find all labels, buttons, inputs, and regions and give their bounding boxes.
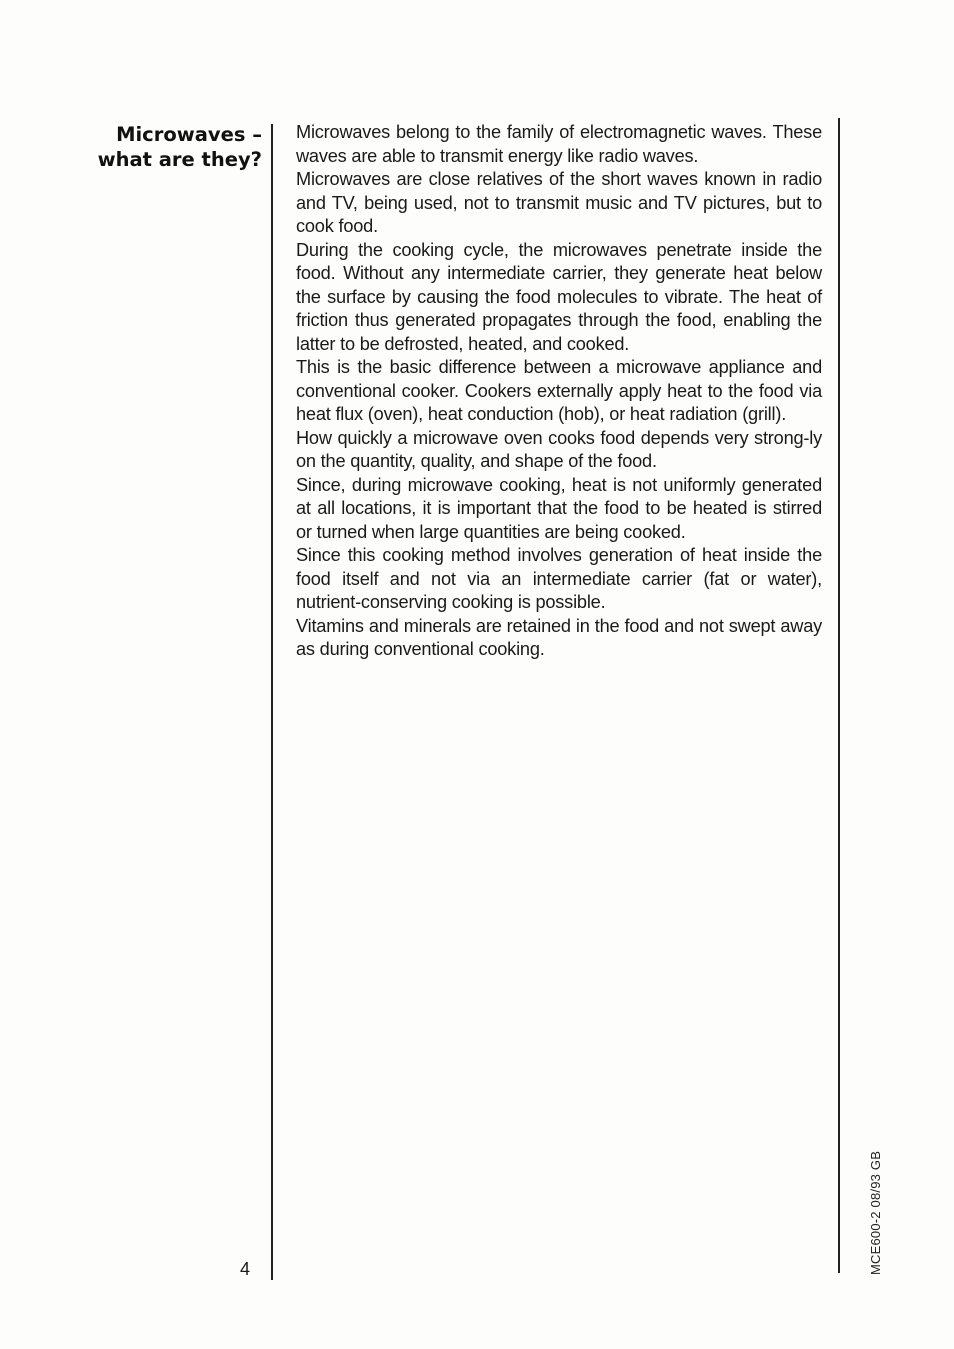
paragraph-5: How quickly a microwave oven cooks food depends very strong-ly on the quantity, quality, and shape of the food. — [296, 427, 822, 471]
paragraph-1: Microwaves belong to the family of electromagnetic waves. These waves are able to transmit energy like radio waves. — [296, 122, 822, 166]
page-number: 4 — [240, 1259, 251, 1279]
paragraph-3: During the cooking cycle, the microwaves penetrate inside the food. Without any intermediate carrier, they generate heat below the surface by causing the food molecules to vibrate. The heat of friction thus generated propagates through the food, enabling the latter to be defrosted, heated, and cooked. — [296, 239, 822, 354]
paragraph-2: Microwaves are close relatives of the short waves known in radio and TV, being used, not to transmit music and TV pictures, but to cook food. — [296, 169, 822, 236]
paragraph-6: Since, during microwave cooking, heat is not uniformly generated at all locations, it is important that the food to be heated is stirred or turned when large quantities are being cooked. — [296, 474, 822, 542]
section-heading-line-1: Microwaves – — [116, 123, 262, 146]
section-heading — [60, 122, 262, 172]
paragraph-8: Vitamins and minerals are retained in the food and not swept away as during conventional cooking. — [296, 615, 822, 659]
right-margin-rule — [838, 118, 840, 1273]
body-text — [296, 121, 822, 662]
document-code: MCE600-2 08/93 GB — [868, 1150, 883, 1275]
section-heading-line-2: what are they? — [97, 148, 262, 171]
paragraph-7: Since this cooking method involves generation of heat inside the food itself and not via an intermediate carrier (fat or water), nutrient-conserving cooking is possible. — [296, 545, 822, 612]
left-column-divider — [271, 124, 273, 1280]
paragraph-4: This is the basic difference between a microwave appliance and conventional cooker. Cookers externally apply heat to the food via heat flux (oven), heat conduction (hob), or heat radiation (grill). — [296, 357, 822, 424]
